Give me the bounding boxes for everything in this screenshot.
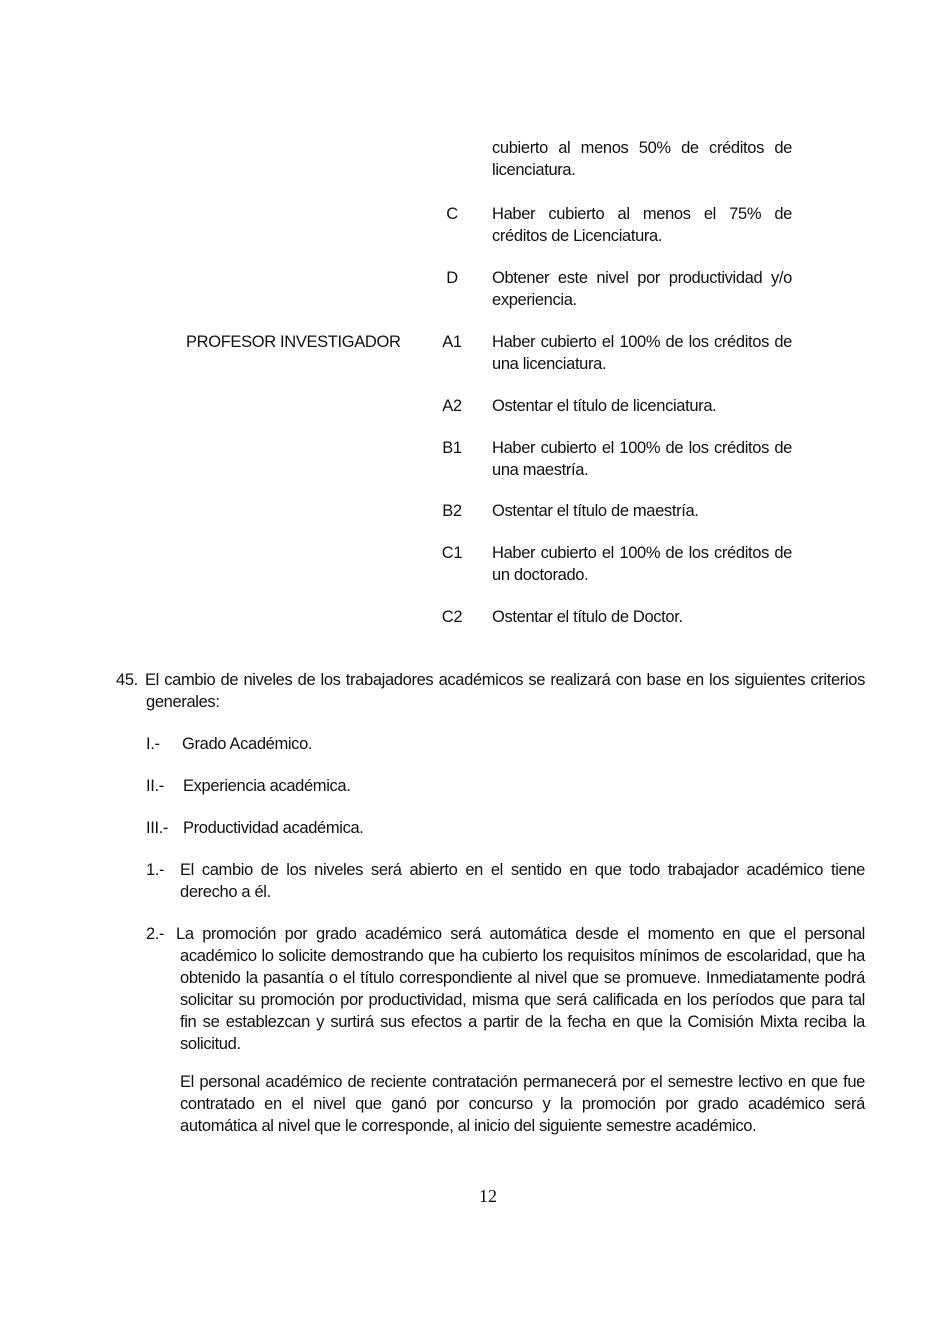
level-description: Haber cubierto el 100% de los créditos de una licenciatura. [492,333,792,373]
level-description: Ostentar el título de licenciatura. [492,397,717,415]
level-code: B1 [442,439,462,457]
point-num: 1.- [146,861,165,879]
point-text: La promoción por grado académico será automática desde el momento en que el personal académico lo solicite demostrando que ha cubierto los requisitos mínimos de escolaridad, que ha obtenido la pasantía o el título correspondiente al nivel que se promueve. Inmediatamente podrá solicitar su promoción por productividad, misma que será calificada en los períodos que para tal fin se establezcan y surtirá sus efectos a partir de la fecha en que la Comisión Mixta reciba la solicitud. [176,925,865,1053]
point-num: 2.- [146,925,165,943]
level-description: Haber cubierto el 100% de los créditos de un doctorado. [492,544,792,584]
level-code: A2 [442,397,462,415]
point-paragraph: El personal académico de reciente contratación permanecerá por el semestre lectivo en que fue contratado en el nivel que ganó por concurso y la promoción por grado académico será automática al nivel que le corresponde, al inicio del siguiente semestre académico. [180,1073,865,1135]
level-code: C2 [441,608,463,626]
level-code: A1 [442,333,462,351]
level-code: C [446,205,458,223]
level-description: Haber cubierto al menos el 75% de créditos de Licenciatura. [492,205,792,245]
criterion-text: Productividad académica. [183,819,364,837]
level-description: Haber cubierto el 100% de los créditos de una maestría. [492,439,792,479]
level-continuation-text: cubierto al menos 50% de créditos de licenciatura. [492,139,792,179]
level-code: B2 [442,502,462,520]
criterion-text: Experiencia académica. [183,777,351,795]
level-description: Obtener este nivel por productividad y/o experiencia. [492,269,792,309]
level-description: Ostentar el título de maestría. [492,502,699,520]
clause-number: 45. [116,671,138,689]
criterion-num: II.- [146,777,164,795]
clause-text [116,669,865,713]
criterion-text: Grado Académico. [182,735,313,753]
criterion-num: I.- [146,735,160,753]
category-label: PROFESOR INVESTIGADOR [186,333,401,351]
level-code: D [446,269,458,287]
point-text: El cambio de los niveles será abierto en el sentido en que todo trabajador académico tiene derecho a él. [180,861,865,901]
criterion-num: III.- [146,819,169,837]
level-code: C1 [441,544,463,562]
page-number: 12 [479,1186,497,1206]
level-description: Ostentar el título de Doctor. [492,608,683,626]
clause-text-body: El cambio de niveles de los trabajadores académicos se realizará con base en los siguientes criterios generales: [145,671,865,711]
